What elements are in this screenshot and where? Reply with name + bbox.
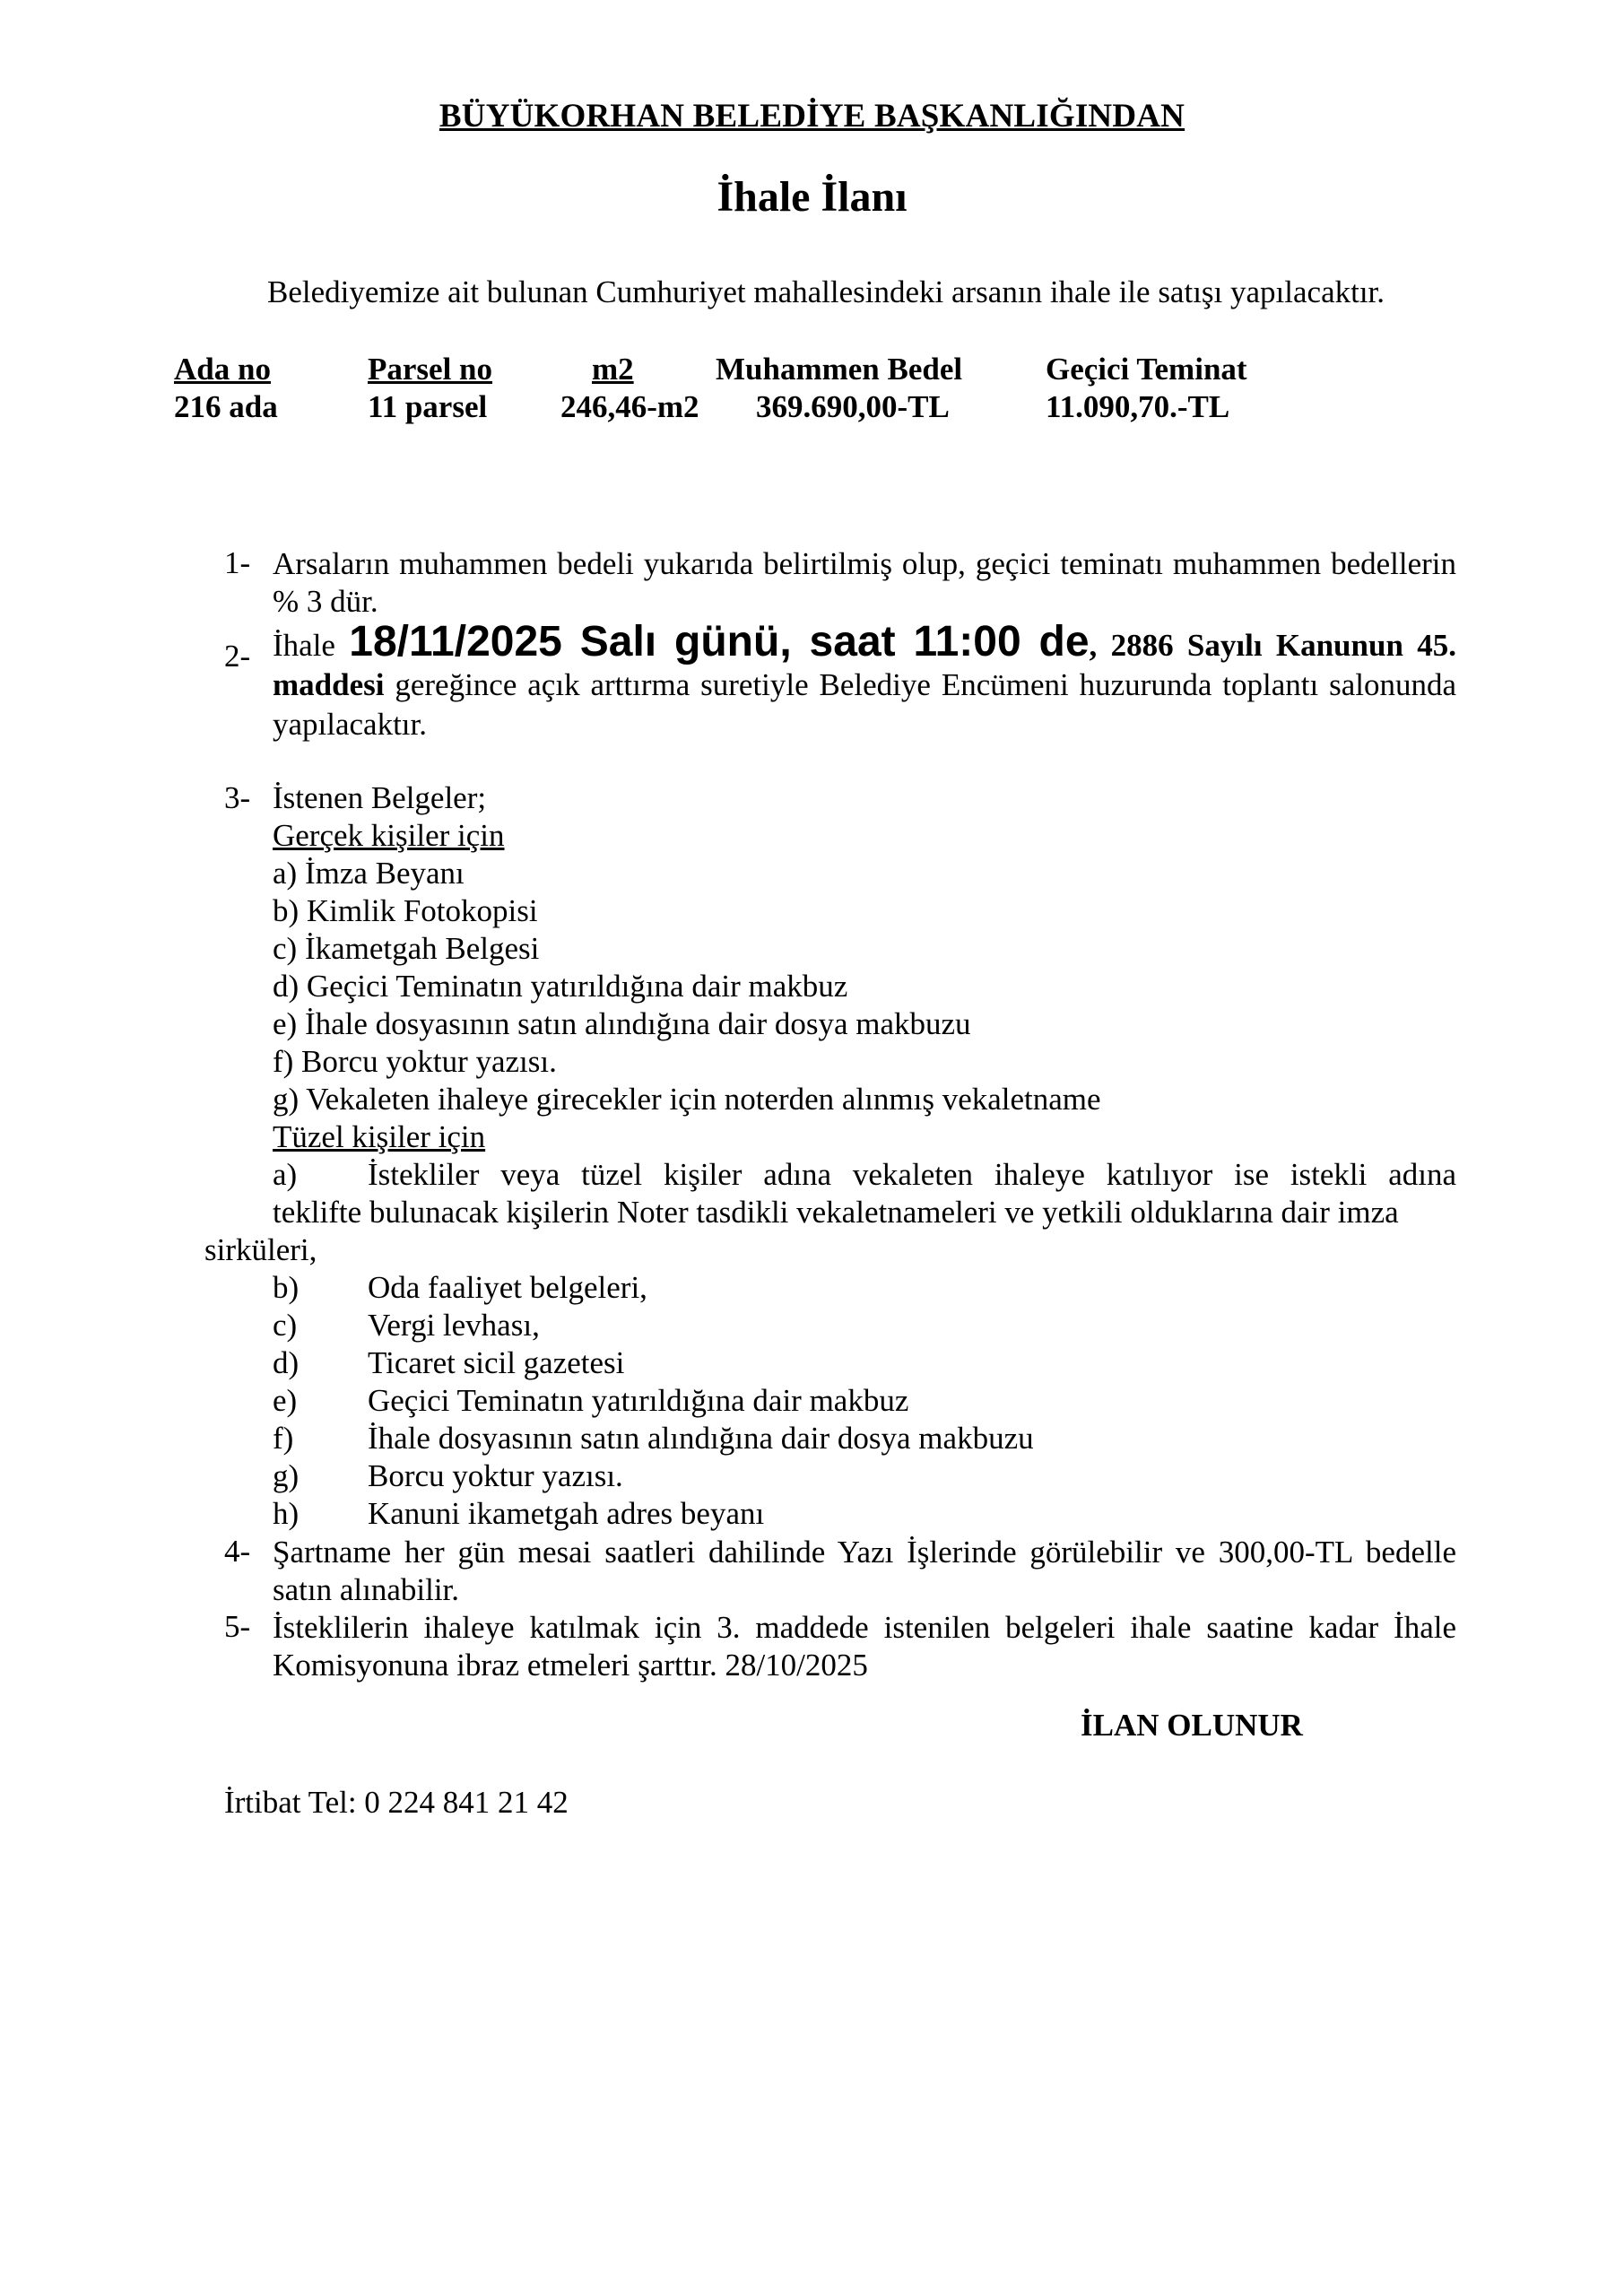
item-2-pre: İhale	[273, 628, 350, 663]
natural-doc-item: g) Vekaleten ihaleye girecekler için noterden alınmış vekaletname	[273, 1082, 1101, 1117]
cell-ada: 216 ada	[174, 389, 278, 424]
required-documents-heading: İstenen Belgeler;	[273, 780, 487, 815]
cell-parsel: 11 parsel	[368, 389, 488, 424]
issuing-authority: BÜYÜKORHAN BELEDİYE BAŞKANLIĞINDAN	[439, 98, 1185, 135]
col-header-teminat: Geçici Teminat	[1046, 352, 1247, 387]
col-header-muhammen: Muhammen Bedel	[716, 352, 963, 387]
col-header-ada: Ada no	[174, 352, 271, 387]
legal-doc-letter: e)	[273, 1383, 298, 1418]
col-header-parsel: Parsel no	[368, 352, 493, 387]
cell-muhammen: 369.690,00-TL	[756, 389, 950, 424]
legal-doc-a-line3: sirküleri,	[204, 1232, 317, 1267]
legal-doc-letter: g)	[273, 1458, 300, 1493]
cell-teminat: 11.090,70.-TL	[1046, 389, 1230, 424]
legal-doc-item: Borcu yoktur yazısı.	[368, 1458, 623, 1493]
item-2-rest: gereğince açık arttırma suretiyle Belediye Encümeni huzurunda toplantı salonunda yapılacaktır.	[273, 667, 1456, 742]
document-title: İhale İlanı	[716, 173, 908, 221]
item-4-number: 4-	[224, 1534, 251, 1569]
item-5-text: İsteklilerin ihaleye katılmak için 3. maddede istenilen belgeleri ihale saatine kadar İhale Komisyonuna ibraz etmeleri şarttır. 28/10/2025	[273, 1610, 1456, 1683]
legal-doc-letter: b)	[273, 1270, 300, 1305]
legal-doc-letter: c)	[273, 1308, 298, 1343]
intro-text: Belediyemize ait bulunan Cumhuriyet mahallesindeki arsanın ihale ile satışı yapılacaktır.	[267, 274, 1385, 309]
natural-persons-heading: Gerçek kişiler için	[273, 818, 505, 853]
natural-doc-item: c) İkametgah Belgesi	[273, 931, 540, 966]
item-1-number: 1-	[224, 545, 251, 580]
natural-doc-item: f) Borcu yoktur yazısı.	[273, 1044, 557, 1079]
legal-doc-item: İhale dosyasının satın alındığına dair dosya makbuzu	[368, 1421, 1034, 1456]
legal-doc-item: Geçici Teminatın yatırıldığına dair makbuz	[368, 1383, 909, 1418]
item-5-number: 5-	[224, 1609, 251, 1644]
natural-doc-item: a) İmza Beyanı	[273, 856, 465, 891]
legal-doc-letter: d)	[273, 1345, 300, 1380]
item-2-text	[273, 618, 1456, 744]
legal-doc-item: Ticaret sicil gazetesi	[368, 1345, 625, 1380]
legal-doc-letter: f)	[273, 1421, 294, 1456]
tender-date-time: 18/11/2025 Salı günü, saat 11:00 de	[349, 618, 1090, 665]
closing-statement: İLAN OLUNUR	[1081, 1708, 1303, 1743]
legal-doc-item: Kanuni ikametgah adres beyanı	[368, 1496, 765, 1531]
item-4-text: Şartname her gün mesai saatleri dahilinde Yazı İşlerinde görülebilir ve 300,00-TL bedelle satın alınabilir.	[273, 1535, 1456, 1607]
natural-doc-item: e) İhale dosyasının satın alındığına dair dosya makbuzu	[273, 1006, 971, 1041]
contact-phone: İrtibat Tel: 0 224 841 21 42	[224, 1785, 569, 1820]
legal-doc-letter: a)	[273, 1157, 298, 1192]
cell-m2: 246,46-m2	[560, 389, 699, 424]
legal-doc-item: Oda faaliyet belgeleri,	[368, 1270, 647, 1305]
item-1-text: Arsaların muhammen bedeli yukarıda belirtilmiş olup, geçici teminatı muhammen bedellerin % 3 dür.	[273, 546, 1456, 619]
legal-doc-item: Vergi levhası,	[368, 1308, 540, 1343]
legal-doc-letter: h)	[273, 1496, 300, 1531]
legal-doc-a-line1: İstekliler veya tüzel kişiler adına vekaleten ihaleye katılıyor ise istekli adına	[368, 1157, 1456, 1192]
legal-entities-heading: Tüzel kişiler için	[273, 1119, 486, 1154]
law-reference: , 2886 Sayılı Kanunun 45. maddesi	[273, 628, 1456, 702]
legal-doc-a-line2: teklifte bulunacak kişilerin Noter tasdikli vekaletnameleri ve yetkili olduklarına dair imza	[273, 1195, 1399, 1230]
natural-doc-item: d) Geçici Teminatın yatırıldığına dair makbuz	[273, 969, 848, 1004]
col-header-m2: m2	[592, 352, 634, 387]
natural-doc-item: b) Kimlik Fotokopisi	[273, 893, 538, 928]
item-3-number: 3-	[224, 780, 251, 815]
item-2-number: 2-	[224, 639, 251, 674]
